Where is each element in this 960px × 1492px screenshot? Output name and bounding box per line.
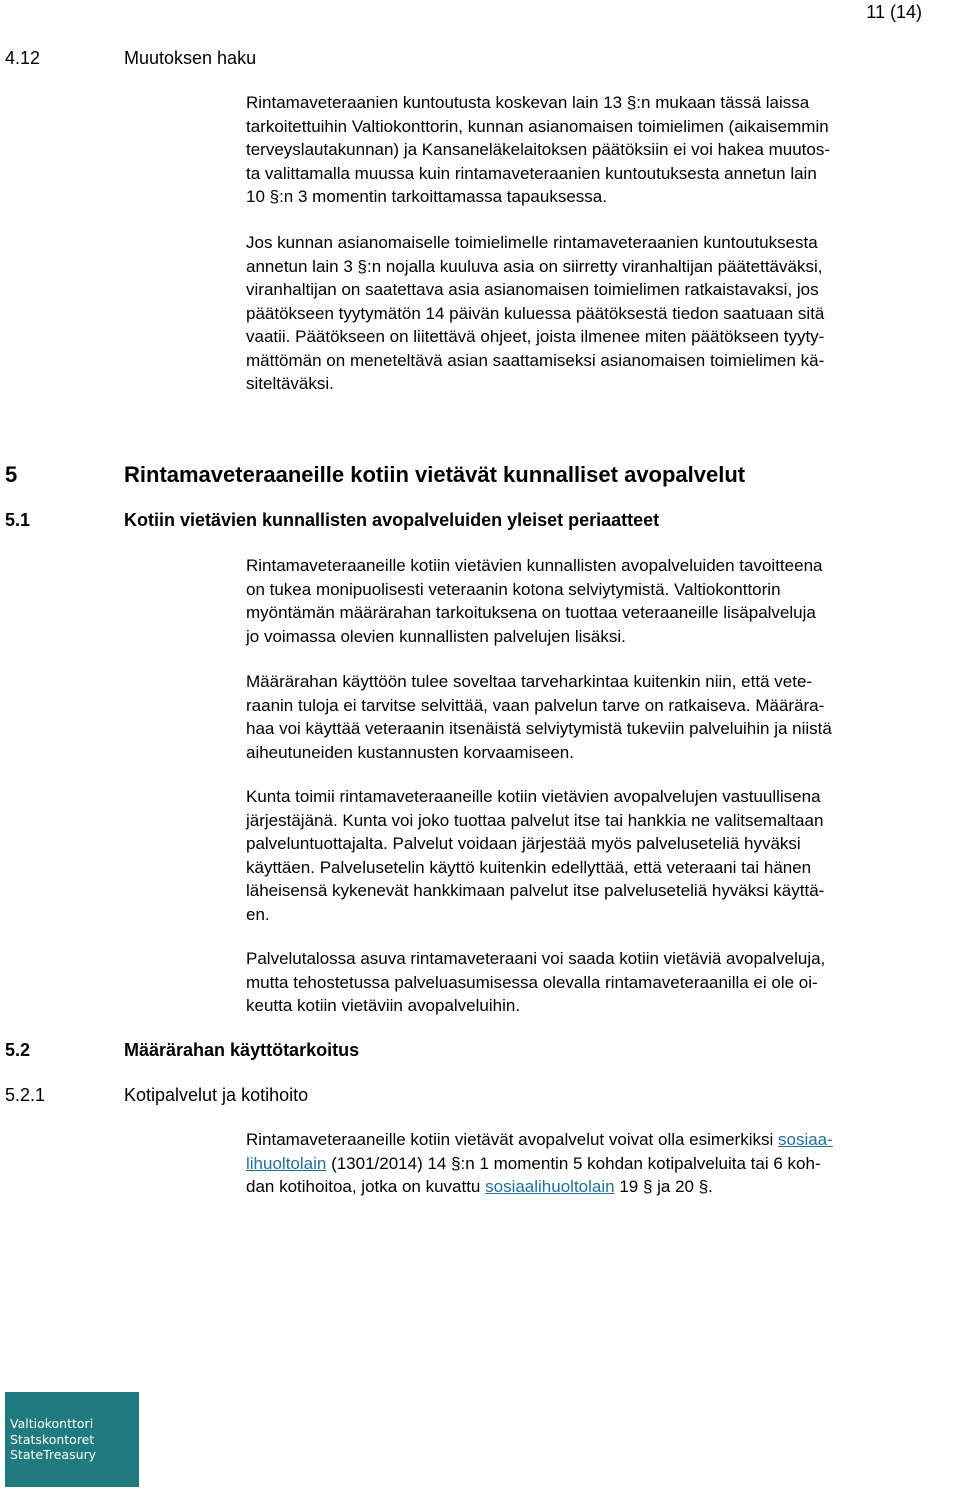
section-heading-5-2-1 [5,1085,605,1109]
section-number: 5 [5,462,18,487]
section-number: 5.2.1 [5,1085,46,1105]
section-heading-5-2 [5,1040,605,1064]
sosiaalihuoltolaki-link-cont[interactable]: lihuoltolain [246,1153,327,1173]
logo-line-fi: Valtiokonttori [10,1416,94,1431]
logo-line-sv: Statskontoret [10,1431,95,1447]
valtiokonttori-logo [5,1392,139,1487]
paragraph-service-housing: Palvelutalossa asuva rintamaveteraani voi saada kotiin vietäviä avopalveluja, mutta tehostetussa palveluasumisessa olevalla rintamaveteraanilla ei ole oi- keutta kotiin vietäviin avopalveluihin. [246,949,826,1015]
page-number: 11 (14) [866,2,922,22]
logo-line-en: StateTreasury [10,1447,97,1462]
section-title: Kotipalvelut ja kotihoito [124,1085,309,1105]
paragraph-home-services: Rintamaveteraaneille kotiin vietävät avopalvelut voivat olla esimerkiksi sosiaa- lihuoltolain (1301/2014) 14 §:n 1 momentin 5 kohdan kotipalveluita tai 6 koh- dan kotihoitoa, jotka on kuvattu sosiaalihuoltolain 19 § ja 20 §. [246,1130,833,1196]
sosiaalihuoltolaki-link-2[interactable]: sosiaalihuoltolain [485,1177,615,1196]
section-heading-4-12 [5,48,605,72]
paragraph-appeal-2: Jos kunnan asianomaiselle toimielimelle rintamaveteraanien kuntoutuksesta annetun lain 3 §:n nojalla kuuluva asia on siirretty viranhaltijan päätettäväksi, viranhaltijan on saatettava asia asianomaisen toimielimen ratkaistavaksi, jos päätökseen tyytymätön 14 päivän kuluessa päätöksestä tiedon saatuaan sitä vaatii. Päätökseen on liitettävä ohjeet, joista ilmenee miten päätökseen tyyty- mättömän on meneteltävä asian saattamiseksi asianomaisen toimielimen kä- siteltäväksi. [246,233,825,393]
section-title: Kotiin vietävien kunnallisten avopalveluiden yleiset periaatteet [124,510,660,530]
section-heading-5 [5,462,905,490]
section-number: 5.2 [5,1040,31,1060]
sosiaalihuoltolaki-link[interactable]: sosiaa- [777,1130,833,1149]
paragraph-needs-assessment: Määrärahan käyttöön tulee soveltaa tarveharkintaa kuitenkin niin, että vete- raanin tuloja ei tarvitse selvittää, vaan palvelun tarve on ratkaiseva. Määrära- haa voi käyttää veteraanin itsenäistä selviytymistä tukeviin palveluihin ja niistä aiheutuneiden kustannusten korvaamiseen. [246,672,832,762]
section-title: Rintamaveteraaneille kotiin vietävät kunnalliset avopalvelut [124,462,746,487]
paragraph-goals: Rintamaveteraaneille kotiin vietävien kunnallisten avopalveluiden tavoitteena on tukea monipuolisesti veteraanin kotona selviytymistä. Valtiokonttorin myöntämän määrärahan tarkoituksena on tuottaa veteraaneille lisäpalveluja jo voimassa olevien kunnallisten palvelujen lisäksi. [246,556,823,646]
paragraph-appeal-1: Rintamaveteraanien kuntoutusta koskevan lain 13 §:n mukaan tässä laissa tarkoitettuihin Valtiokonttorin, kunnan asianomaisen toimielimen (aikaisemmin terveyslautakunnan) ja Kansaneläkelaitoksen päätöksiin ei voi hakea muutos- ta valittamalla muussa kuin rintamaveteraanien kuntoutuksesta annetun lain 10 §:n 3 momentin tarkoittamassa tapauksessa. [246,93,831,206]
section-heading-5-1 [5,510,905,534]
section-number: 4.12 [5,48,41,68]
section-number: 5.1 [5,510,31,530]
paragraph-municipality-role: Kunta toimii rintamaveteraaneille kotiin vietävien avopalvelujen vastuullisena järjestäjänä. Kunta voi joko tuottaa palvelut itse tai hankkia ne valitsemaltaan palveluntuottajalta. Palvelut voidaan järjestää myös palveluseteliä hyväksi käyttäen. Palvelusetelin käyttö kuitenkin edellyttää, että veteraani tai hänen läheisensä kykenevät hankkimaan palvelut itse palveluseteliä hyväksi käyttä- en. [246,787,825,924]
section-title: Määrärahan käyttötarkoitus [124,1040,360,1060]
section-title: Muutoksen haku [124,48,257,68]
